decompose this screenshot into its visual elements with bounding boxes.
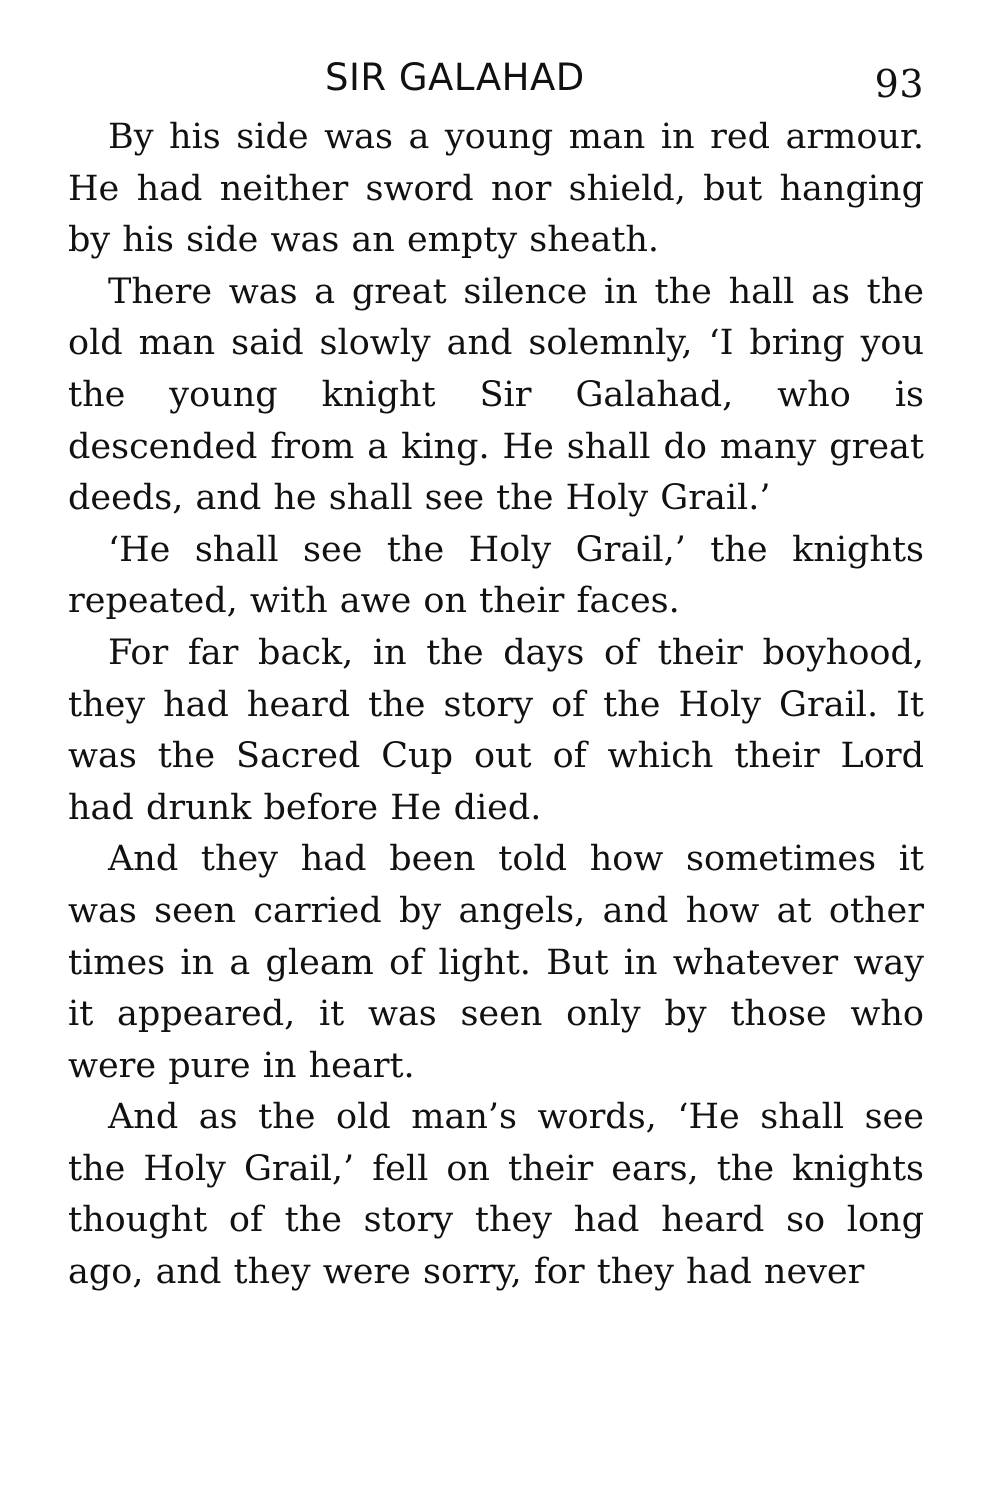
paragraph: ‘He shall see the Holy Grail,’ the knights repeated, with awe on their faces. [68, 529, 924, 622]
paragraph: And as the old man’s words, ‘He shall see the Holy Grail,’ fell on their ears, the knights thought of the story they had heard so long ago, and they were sorry, for they had never [68, 1097, 924, 1293]
page-number: 93 [874, 62, 924, 106]
chapter-title: SIR GALAHAD [325, 56, 585, 99]
paragraph: There was a great silence in the hall as the old man said slowly and solemnly, ‘I bring you the young knight Sir Galahad, who is descended from a king. He shall do many great deeds, and he shall see the Holy Grail.’ [68, 271, 924, 519]
body-text [68, 112, 924, 1299]
paragraph: And they had been told how sometimes it was seen carried by angels, and how at other times in a gleam of light. But in whatever way it appeared, it was seen only by those who were pure in heart. [68, 839, 924, 1086]
book-page [68, 56, 924, 1299]
running-head [68, 56, 924, 112]
paragraph: By his side was a young man in red armour. He had neither sword nor shield, but hanging by his side was an empty sheath. [68, 117, 924, 261]
paragraph: For far back, in the days of their boyhood, they had heard the story of the Holy Grail. It was the Sacred Cup out of which their Lord had drunk before He died. [68, 632, 924, 828]
